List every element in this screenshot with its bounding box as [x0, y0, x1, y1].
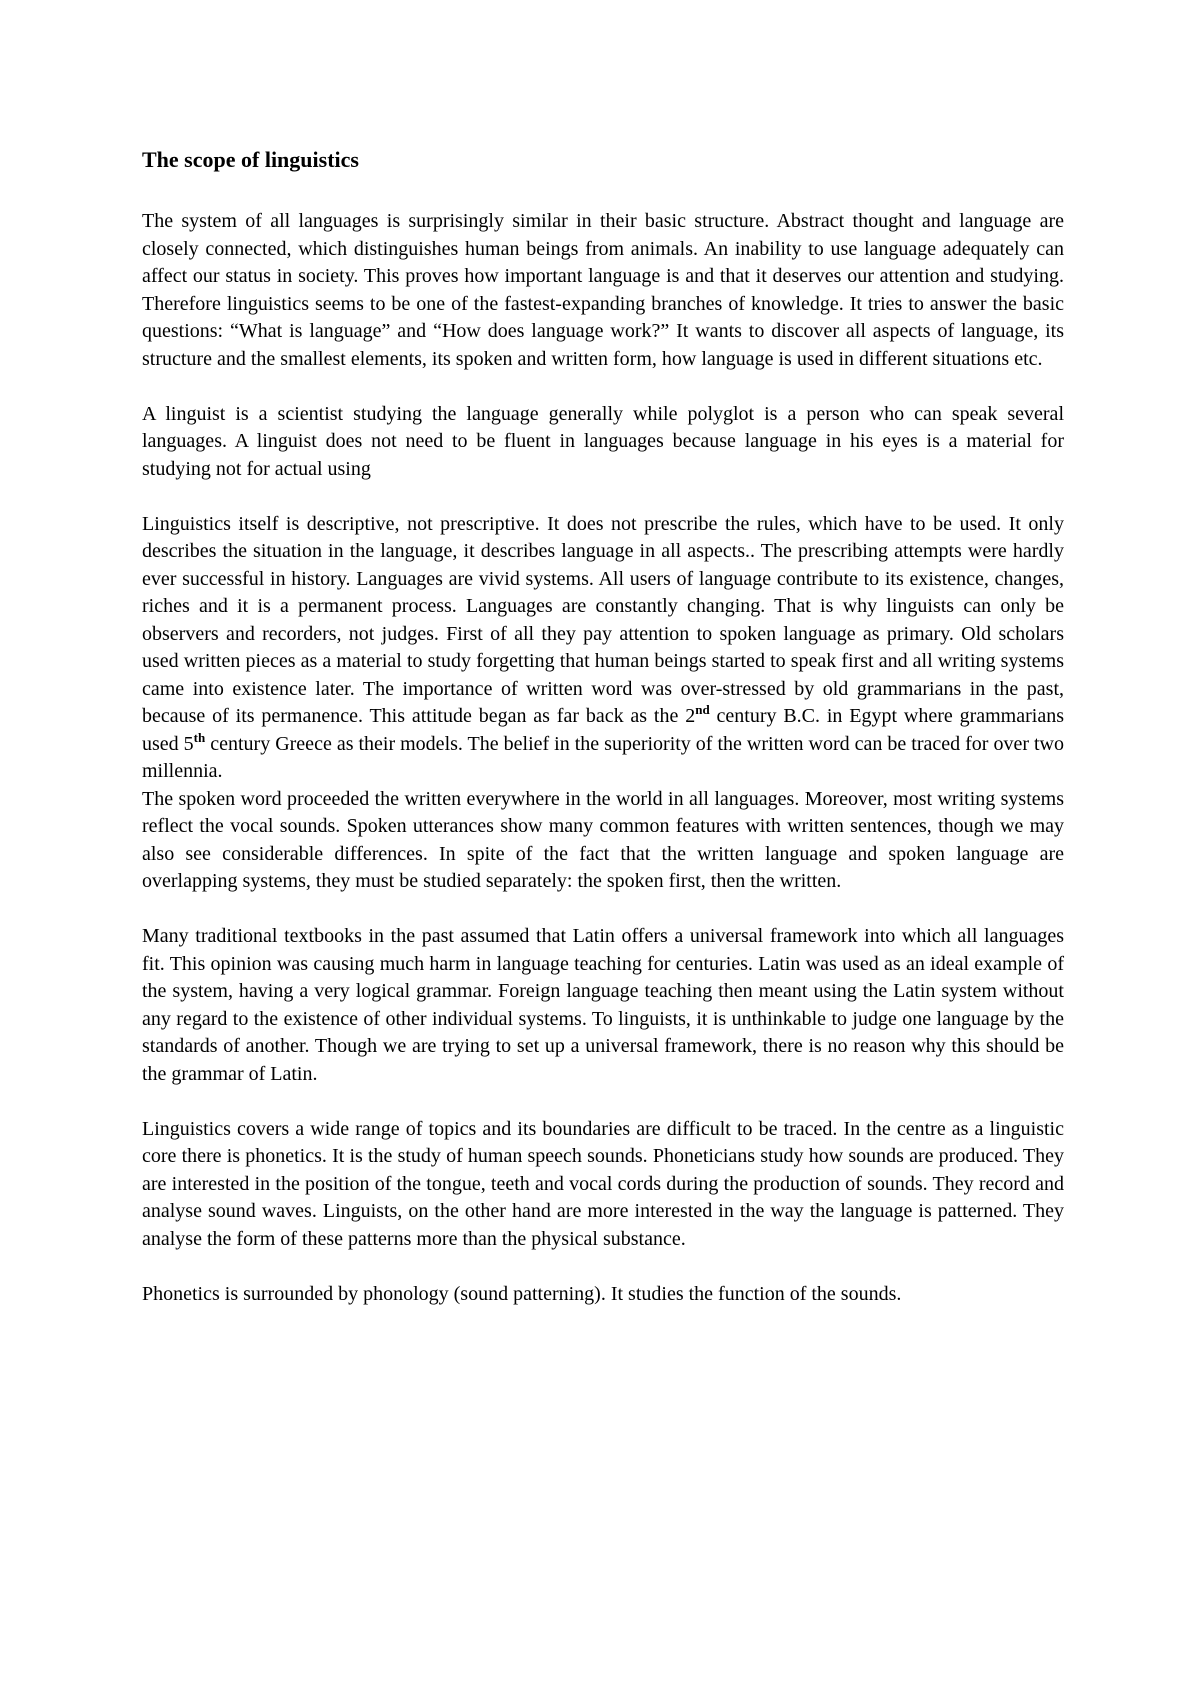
descriptive-text-3: century Greece as their models. The belief in the superiority of the written word can be traced for over two millennia.	[142, 732, 1064, 782]
paragraph-phonology: Phonetics is surrounded by phonology (sound patterning). It studies the function of the sounds.	[142, 1282, 902, 1305]
paragraph-latin: Many traditional textbooks in the past assumed that Latin offers a universal framework into which all languages fit. This opinion was causing much harm in language teaching for centuries. Latin was used as an ideal example of the system, having a very logical grammar. Foreign language teaching then meant using the Latin system without any regard to the existence of other individual systems. To linguists, it is unthinkable to judge one language by the standards of another. Though we are trying to set up a universal framework, there is no reason why this should be the grammar of Latin.	[142, 925, 1064, 1085]
paragraph-spoken-word: The spoken word proceeded the written everywhere in the world in all languages. Moreover, most writing systems reflect the vocal sounds. Spoken utterances show many common features with written sentences, though we may also see considerable differences. In spite of the fact that the written language and spoken language are overlapping systems, they must be studied separately: the spoken first, then the written.	[142, 787, 1064, 892]
document-body	[142, 208, 1064, 1336]
superscript-nd: nd	[695, 702, 710, 717]
paragraph-linguist-vs-polyglot: A linguist is a scientist studying the language generally while polyglot is a person who can speak several languages. A linguist does not need to be fluent in languages because language in his eyes is a material for studying not for actual using	[142, 402, 1064, 480]
paragraph-intro: The system of all languages is surprisingly similar in their basic structure. Abstract thought and language are closely connected, which distinguishes human beings from animals. An inability to use language adequately can affect our status in society. This proves how important language is and that it deserves our attention and studying. Therefore linguistics seems to be one of the fastest-expanding branches of knowledge. It tries to answer the basic questions: “What is language” and “How does language work?” It wants to discover all aspects of language, its structure and the smallest elements, its spoken and written form, how language is used in different situations etc.	[142, 210, 1064, 370]
descriptive-text-2: century B.C. in Egypt where grammarians used 5	[142, 705, 1064, 755]
document-title: The scope of linguistics	[142, 147, 359, 172]
superscript-th: th	[193, 729, 206, 745]
descriptive-text-1: Linguistics itself is descriptive, not prescriptive. It does not prescribe the rules, which have to be used. It only describes the situation in the language, it describes language in all aspects.. The prescribing attempts were hardly ever successful in history. Languages are vivid systems. All users of language contribute to its existence, changes, riches and it is a permanent process. Languages are constantly changing. That is why linguists can only be observers and recorders, not judges. First of all they pay attention to spoken language as primary. Old scholars used written pieces as a material to study forgetting that human beings started to speak first and all writing systems came into existence later. The importance of written word was over-stressed by old grammarians in the past, because of its permanence. This attitude began as far back as the 2	[142, 512, 1064, 727]
paragraph-phonetics: Linguistics covers a wide range of topics and its boundaries are difficult to be traced. In the centre as a linguistic core there is phonetics. It is the study of human speech sounds. Phoneticians study how sounds are produced. They are interested in the position of the tongue, teeth and vocal cords during the production of sounds. They record and analyse sound waves. Linguists, on the other hand are more interested in the way the language is patterned. They analyse the form of these patterns more than the physical substance.	[142, 1117, 1064, 1250]
paragraph-descriptive	[142, 511, 1064, 786]
